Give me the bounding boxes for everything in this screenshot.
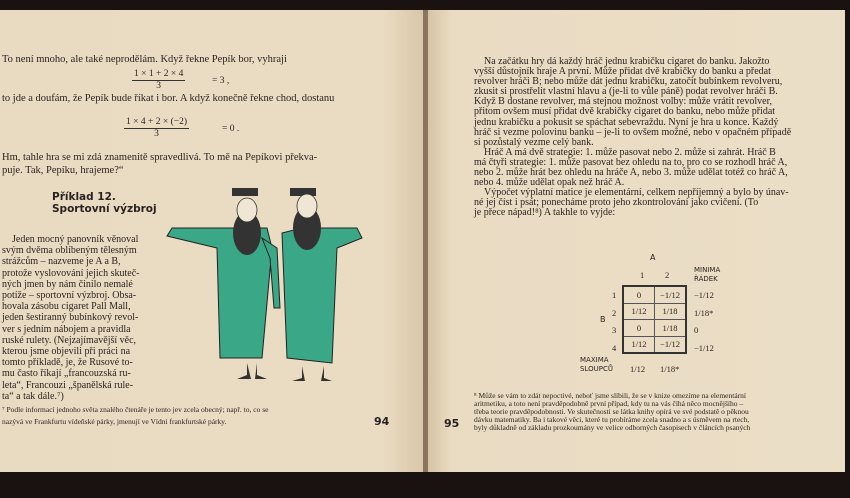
body-line: kterou jsme objevili při práci na: [2, 346, 131, 358]
formula-1-result: = 3 ,: [212, 76, 230, 86]
paragraph-line: jednu krabičku a pokusit se spáchat sebevraždu. Nyní je hra u konce. Každý: [474, 116, 779, 128]
body-line: tomto příkladě, je, že Rusové to-: [2, 357, 133, 369]
footnote-7: [2, 404, 268, 428]
paragraph-line: Výpočet výplatní matice je elementární, celkem nepříjemný a bylo by únav-: [484, 187, 789, 199]
paragraph-line: revolver hráči B; nebo může dát jednu krabičku, zatočit bubínkem revolveru,: [474, 76, 783, 88]
denominator: 3: [154, 129, 159, 139]
page-number-right: 95: [444, 417, 460, 430]
label-line: SLOUPCŮ: [580, 365, 613, 373]
heading-line: Sportovní výzbroj: [52, 203, 157, 215]
paragraph-line: né jej číst i psát; ponecháme proto jeho zkontrolování jako cvičení. (To: [474, 197, 759, 209]
body-line: potíže – sportovní výzbroj. Obsa-: [2, 290, 137, 302]
body-line: mu často říkají „francouzská ru-: [2, 368, 131, 380]
label-line: MINIMA: [694, 266, 721, 274]
footnote-line: aritmetiku, a toto není pravděpodobně první případ, kdy tu na vás číhá něco mocnějšího –: [474, 399, 744, 408]
denominator: 3: [156, 81, 162, 91]
footnote-line: třeba teorie pravděpodobnosti. Ve skutečnosti se látka knihy opírá ve své podstatě o pěknou: [474, 407, 749, 416]
paragraph-line: Když B dostane revolver, má stejnou možnost volby: může vrátit revolver,: [474, 96, 773, 108]
heading-line: Příklad 12.: [52, 191, 116, 203]
row-minima-label: [694, 266, 720, 284]
row-header: 1: [612, 290, 617, 300]
paragraph-line: si pozůstalý vezme celý bank.: [474, 136, 594, 148]
payoff-matrix: [622, 285, 687, 354]
matrix-row: [623, 286, 686, 303]
matrix-cell: 1/18: [655, 320, 687, 337]
body-line: leta“, Francouzi „španělská rule-: [2, 379, 134, 391]
paragraph-line: má čtyři strategie: 1. může pasovat bez ohledu na to, pro co se rozhodl hráč A,: [474, 156, 788, 168]
col-maxima-label: [580, 356, 613, 374]
body-line: jeden šestiranný bubínkový revol-: [2, 312, 139, 324]
paragraph-line: přitom ovšem musí přidat dvě krabičky cigaret do banku, nebo může přidat: [474, 106, 776, 118]
body-line: svým dvěma oblíbeným tělesným: [2, 245, 137, 257]
footnote-line: ⁷ Podle informací jednoho světa znalého čtenáře je tento jev zcela obecný; např. to, co se: [2, 405, 269, 414]
matrix-cell: −1/12: [655, 286, 687, 303]
matrix-cell: −1/12: [655, 336, 687, 353]
paragraph-line: vyšší důstojník hraje A první. Může přidat dvě krabičky do banku a předat: [474, 66, 771, 78]
col-header: 2: [665, 270, 670, 280]
row-header: 2: [612, 307, 617, 318]
row-minimum: −1/12: [694, 342, 714, 353]
main-paragraphs: [474, 57, 791, 219]
text-line: puje. Tak, Pepíku, hrajeme?“: [2, 165, 124, 176]
footnote-line: dávku matematiky. Ba i takové věci, které tu probíráme zcela snadno a s úsměvem na rtech,: [474, 415, 750, 424]
paragraph-line: zkusit si prostřelit vlastní hlavu a (je-li to vůle páně) podat revolver hráči B.: [474, 86, 778, 98]
formula-2: [124, 117, 189, 140]
footnote-line: ⁸ Může se vám to zdát nepoctivé, neboť jsme slíbili, že se v knize omezíme na elementární: [474, 391, 746, 400]
illustration-guards: [162, 188, 377, 388]
matrix-cell: 1/18: [655, 303, 687, 320]
paragraph-line: je přece nápad!⁸) A takhle to vyjde:: [474, 207, 616, 219]
paragraph-line: hráč si vezme polovinu banku – je-li to ovšem možné, nebo v opačném případě: [474, 126, 792, 138]
row-minimum: −1/12: [694, 290, 714, 300]
matrix-cell: 1/12: [623, 303, 655, 320]
footnote-line: byly důkladně od základu prozkoumány ve velice odborných časopisech v článcích psaných: [474, 423, 751, 432]
text-line: To není mnoho, ale také neprodělám. Když řekne Pepík bor, vyhraji: [2, 54, 287, 65]
body-line: ných jmen by nám činilo nemalé: [2, 278, 133, 290]
body-line: ta“ a tak dále.⁷): [2, 390, 64, 402]
formula-2-result: = 0 .: [222, 124, 240, 134]
body-line: hovala zásobu cigaret Pall Mall,: [2, 301, 131, 313]
label-line: MAXIMA: [580, 356, 609, 364]
matrix-cell: 0: [623, 286, 655, 303]
col-header: 1: [640, 270, 645, 280]
formula-1: [132, 69, 185, 92]
matrix-row: [623, 320, 686, 337]
col-maximum: 1/12: [630, 364, 646, 374]
body-line: Jeden mocný panovník věnoval: [12, 234, 139, 245]
text-line: to jde a doufám, že Pepík bude říkat i bor. A když konečně řekne chod, dostanu: [2, 93, 335, 104]
page-number-left: 94: [374, 415, 390, 428]
matrix-cell: 1/12: [623, 336, 655, 353]
body-line: ver s jedním nábojem a pravidla: [2, 323, 131, 335]
body-line: strážcům – nazveme je A a B,: [2, 256, 121, 268]
paragraph-line: nebo 4. může udělat opak než hráč A.: [474, 177, 625, 189]
paragraph-line: nebo 2. může hrát bez ohledu na hráče A, nebo 3. může udělat totéž co hráč A,: [474, 167, 788, 179]
row-header: 4: [612, 342, 617, 353]
body-line: ruské rulety. (Nejzajímavější věc,: [2, 334, 137, 346]
book-spine: [423, 10, 428, 472]
row-player-label: B: [600, 315, 606, 324]
body-text: [2, 234, 160, 402]
label-line: ŘÁDEK: [694, 275, 718, 283]
example-heading: [52, 191, 157, 215]
row-header: 3: [612, 325, 617, 335]
footnote-line: nazývá ve Frankfurtu vídeňské párky, jmenují ve Vídni frankfurtské párky.: [2, 417, 227, 426]
text-line: Hm, tahle hra se mi zdá znamenitě spravedlivá. To mě na Pepíkovi překva-: [2, 152, 318, 163]
matrix-row: [623, 336, 686, 353]
row-minimum: 1/18*: [694, 307, 714, 318]
matrix-cell: 0: [623, 320, 655, 337]
paragraph-line: Na začátku hry dá každý hráč jednu krabičku cigaret do banku. Jakožto: [484, 56, 770, 67]
footnote-8: [474, 392, 750, 432]
numerator: 1 × 1 + 2 × 4: [134, 69, 184, 79]
row-minimum: 0: [694, 325, 699, 335]
matrix-row: [623, 303, 686, 320]
paragraph-line: Hráč A má dvě strategie: 1. může pasovat nebo 2. může si zahrát. Hráč B: [484, 146, 776, 158]
col-maximum: 1/18*: [660, 364, 680, 374]
col-player-label: A: [650, 253, 656, 262]
numerator: 1 × 4 + 2 × (−2): [126, 117, 188, 127]
body-line: protože vyslovování jejich skuteč-: [2, 267, 140, 279]
